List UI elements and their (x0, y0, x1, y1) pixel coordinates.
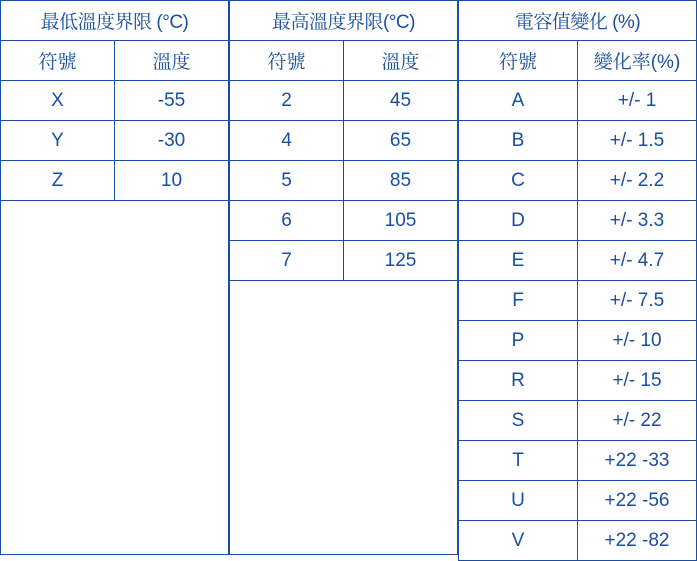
capacitance-symbol-2: C (459, 161, 578, 201)
capacitance-value-1: +/- 1.5 (578, 121, 697, 161)
table-row (459, 321, 697, 361)
high-temp-filler (230, 281, 458, 555)
table-row (230, 241, 458, 281)
high-temp-symbol-4: 7 (230, 241, 344, 281)
capacitance-symbol-8: S (459, 401, 578, 441)
table-row (1, 161, 229, 201)
high-temp-col-value: 溫度 (344, 41, 458, 81)
table-block-capacitance (458, 0, 697, 555)
high-temp-symbol-0: 2 (230, 81, 344, 121)
capacitance-value-3: +/- 3.3 (578, 201, 697, 241)
low-temp-symbol-2: Z (1, 161, 115, 201)
table-header-row (1, 41, 229, 81)
low-temp-symbol-0: X (1, 81, 115, 121)
table-title-row (459, 1, 697, 41)
table-row (459, 121, 697, 161)
table-header-row (459, 41, 697, 81)
capacitance-value-11: +22 -82 (578, 521, 697, 561)
capacitance-symbol-0: A (459, 81, 578, 121)
table-title-row (1, 1, 229, 41)
capacitance-symbol-3: D (459, 201, 578, 241)
table-row (459, 201, 697, 241)
high-temp-bottom-edge (230, 554, 458, 555)
capacitance-value-2: +/- 2.2 (578, 161, 697, 201)
capacitance-table (458, 0, 697, 561)
low-temp-value-0: -55 (115, 81, 229, 121)
capacitance-value-8: +/- 22 (578, 401, 697, 441)
table-row (459, 481, 697, 521)
high-temp-bottom-edge-cell (230, 554, 458, 555)
table-row (459, 441, 697, 481)
low-temp-symbol-1: Y (1, 121, 115, 161)
high-temp-symbol-2: 5 (230, 161, 344, 201)
table-row (459, 401, 697, 441)
table-block-high-temp (229, 0, 458, 555)
high-temp-value-2: 85 (344, 161, 458, 201)
capacitance-value-6: +/- 10 (578, 321, 697, 361)
table-row (230, 201, 458, 241)
high-temp-value-0: 45 (344, 81, 458, 121)
capacitance-col-symbol: 符號 (459, 41, 578, 81)
low-temp-col-symbol: 符號 (1, 41, 115, 81)
high-temp-col-symbol: 符號 (230, 41, 344, 81)
table-row (459, 241, 697, 281)
capacitance-symbol-4: E (459, 241, 578, 281)
high-temp-symbol-3: 6 (230, 201, 344, 241)
low-temp-bottom-edge-cell (1, 554, 229, 555)
table-row (459, 81, 697, 121)
capacitance-symbol-9: T (459, 441, 578, 481)
capacitance-value-0: +/- 1 (578, 81, 697, 121)
capacitance-symbol-5: F (459, 281, 578, 321)
table-row (230, 121, 458, 161)
table-row (230, 81, 458, 121)
capacitance-title: 電容值變化 (%) (459, 1, 697, 41)
table-row (459, 161, 697, 201)
low-temp-table (0, 0, 229, 555)
high-temp-value-4: 125 (344, 241, 458, 281)
low-temp-filler-cell (1, 201, 229, 555)
table-row (1, 121, 229, 161)
capacitance-symbol-1: B (459, 121, 578, 161)
capacitance-value-7: +/- 15 (578, 361, 697, 401)
capacitance-symbol-7: R (459, 361, 578, 401)
capacitance-value-4: +/- 4.7 (578, 241, 697, 281)
low-temp-filler (1, 201, 229, 555)
capacitance-value-9: +22 -33 (578, 441, 697, 481)
capacitance-col-value: 變化率(%) (578, 41, 697, 81)
high-temp-value-3: 105 (344, 201, 458, 241)
capacitance-value-10: +22 -56 (578, 481, 697, 521)
capacitance-symbol-11: V (459, 521, 578, 561)
high-temp-filler-cell (230, 281, 458, 555)
table-row (1, 81, 229, 121)
high-temp-title: 最高溫度界限(°C) (230, 1, 458, 41)
table-row (459, 361, 697, 401)
capacitance-symbol-10: U (459, 481, 578, 521)
high-temp-value-1: 65 (344, 121, 458, 161)
low-temp-col-value: 溫度 (115, 41, 229, 81)
low-temp-value-2: 10 (115, 161, 229, 201)
table-row (459, 281, 697, 321)
high-temp-symbol-1: 4 (230, 121, 344, 161)
low-temp-title: 最低溫度界限 (°C) (1, 1, 229, 41)
high-temp-table (229, 0, 458, 555)
table-row (230, 161, 458, 201)
low-temp-bottom-edge (1, 554, 229, 555)
table-header-row (230, 41, 458, 81)
capacitance-symbol-6: P (459, 321, 578, 361)
low-temp-value-1: -30 (115, 121, 229, 161)
table-title-row (230, 1, 458, 41)
table-block-low-temp (0, 0, 229, 555)
capacitance-value-5: +/- 7.5 (578, 281, 697, 321)
